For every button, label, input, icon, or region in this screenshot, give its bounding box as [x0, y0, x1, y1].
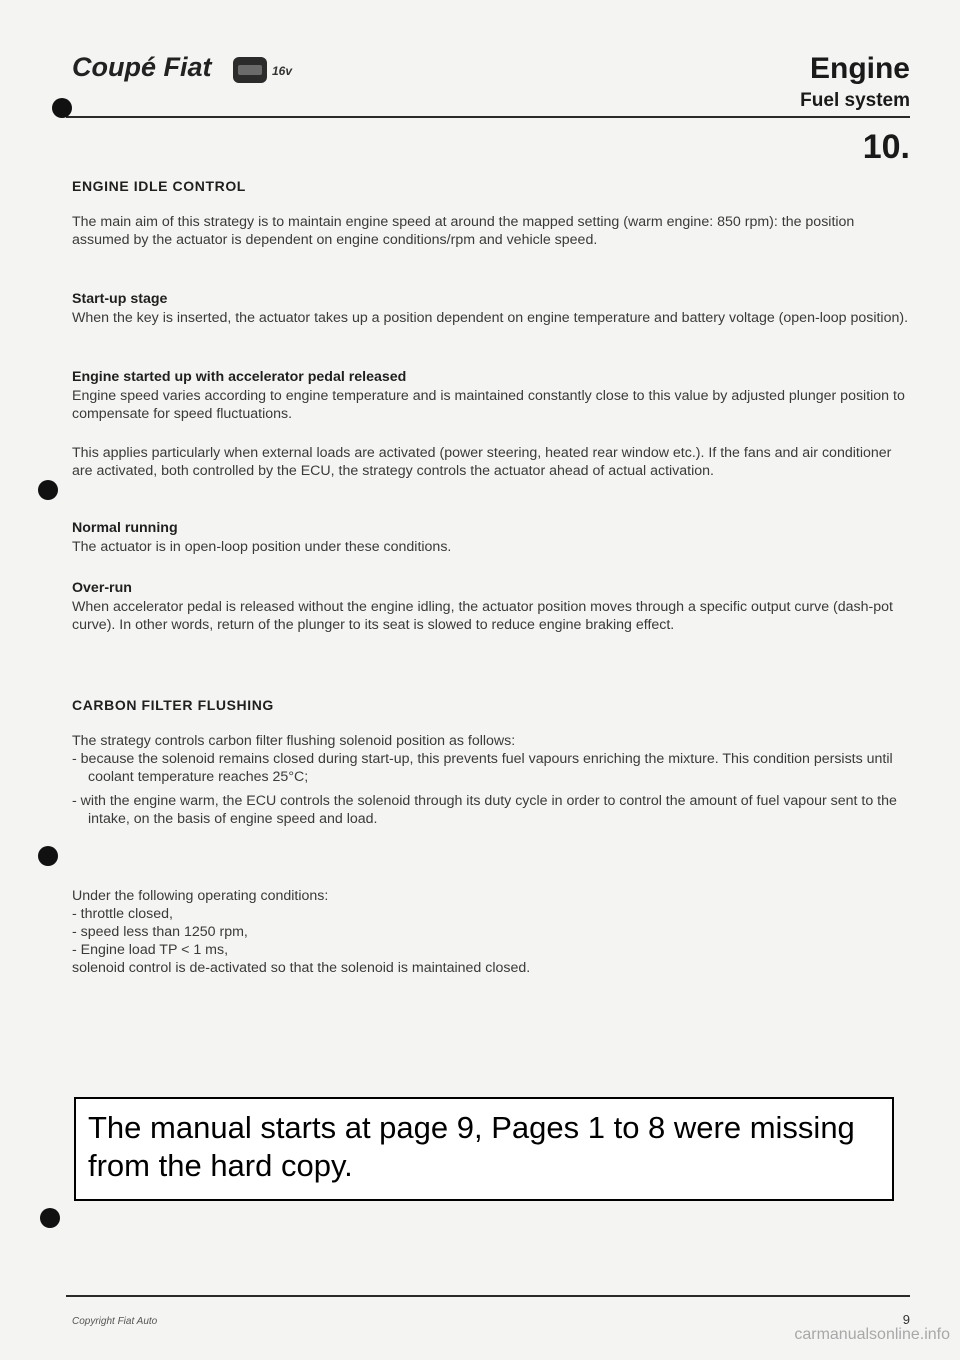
- header-rule: [66, 116, 910, 118]
- carbon-filter-intro: The strategy controls carbon filter flushing solenoid position as follows:: [72, 733, 516, 749]
- chapter-number: 10.: [862, 128, 910, 166]
- start-up-text: When the key is inserted, the actuator takes up a position dependent on engine temperature and battery voltage (open-loop position).: [72, 310, 909, 326]
- logo-16v-label: 16v: [272, 64, 293, 78]
- punch-hole-2: [38, 480, 58, 500]
- footer-page-number: 9: [902, 1312, 910, 1327]
- over-run-heading: Over-run: [72, 580, 132, 596]
- accelerator-released-text: Engine speed varies according to engine temperature and is maintained constantly close to this value by adjusted plunger position to compensate for speed fluctuations.: [72, 388, 905, 422]
- watermark-text: carmanualsonline.info: [794, 1326, 950, 1343]
- carbon-filter-bullet-1: - because the solenoid remains closed during start-up, this prevents fuel vapours enriching the mixture. This condition persists until coolant temperature reaches 25°C;: [72, 751, 893, 785]
- punch-hole-1: [52, 98, 72, 118]
- normal-running-heading: Normal running: [72, 520, 178, 536]
- missing-pages-note: [74, 1097, 894, 1201]
- condition-speed: - speed less than 1250 rpm,: [72, 924, 248, 940]
- section-title: Engine: [809, 52, 910, 85]
- accelerator-released-heading: Engine started up with accelerator pedal released: [72, 369, 407, 385]
- condition-throttle: - throttle closed,: [72, 906, 173, 922]
- condition-load: - Engine load TP < 1 ms,: [72, 942, 229, 958]
- normal-running-text: The actuator is in open-loop position under these conditions.: [72, 539, 452, 555]
- carbon-filter-bullet-2: - with the engine warm, the ECU controls the solenoid through its duty cycle in order to control the amount of fuel vapour sent to the intake, on the basis of engine speed and load.: [72, 793, 897, 827]
- punch-hole-3: [38, 846, 58, 866]
- footer-copyright: Copyright Fiat Auto: [72, 1316, 158, 1327]
- idle-control-heading: ENGINE IDLE CONTROL: [72, 178, 246, 194]
- conditions-result: solenoid control is de-activated so that the solenoid is maintained closed.: [72, 960, 531, 976]
- footer-rule: [66, 1295, 910, 1297]
- missing-pages-note-text: The manual starts at page 9, Pages 1 to 8 were missing from the hard copy.: [88, 1110, 855, 1183]
- subsection-title: Fuel system: [800, 90, 910, 111]
- start-up-heading: Start-up stage: [72, 291, 168, 307]
- external-loads-text: This applies particularly when external loads are activated (power steering, heated rear window etc.). If the fans and air conditioner are activated, both controlled by the ECU, the strategy controls the actuator ahead of actual activation.: [72, 445, 892, 479]
- over-run-text: When accelerator pedal is released without the engine idling, the actuator position moves through a specific output curve (dash-pot curve). In other words, return of the plunger to its seat is slowed to reduce engine braking effect.: [72, 599, 893, 633]
- brand-title: Coupé Fiat: [72, 52, 212, 82]
- fiat-logo-icon: [232, 56, 268, 84]
- carbon-filter-heading: CARBON FILTER FLUSHING: [72, 697, 274, 713]
- conditions-intro: Under the following operating conditions:: [72, 888, 329, 904]
- idle-control-intro: The main aim of this strategy is to maintain engine speed at around the mapped setting (warm engine: 850 rpm): the position assumed by the actuator is dependent on engine conditions/rpm and vehicle speed.: [72, 214, 855, 248]
- punch-hole-4: [40, 1208, 60, 1228]
